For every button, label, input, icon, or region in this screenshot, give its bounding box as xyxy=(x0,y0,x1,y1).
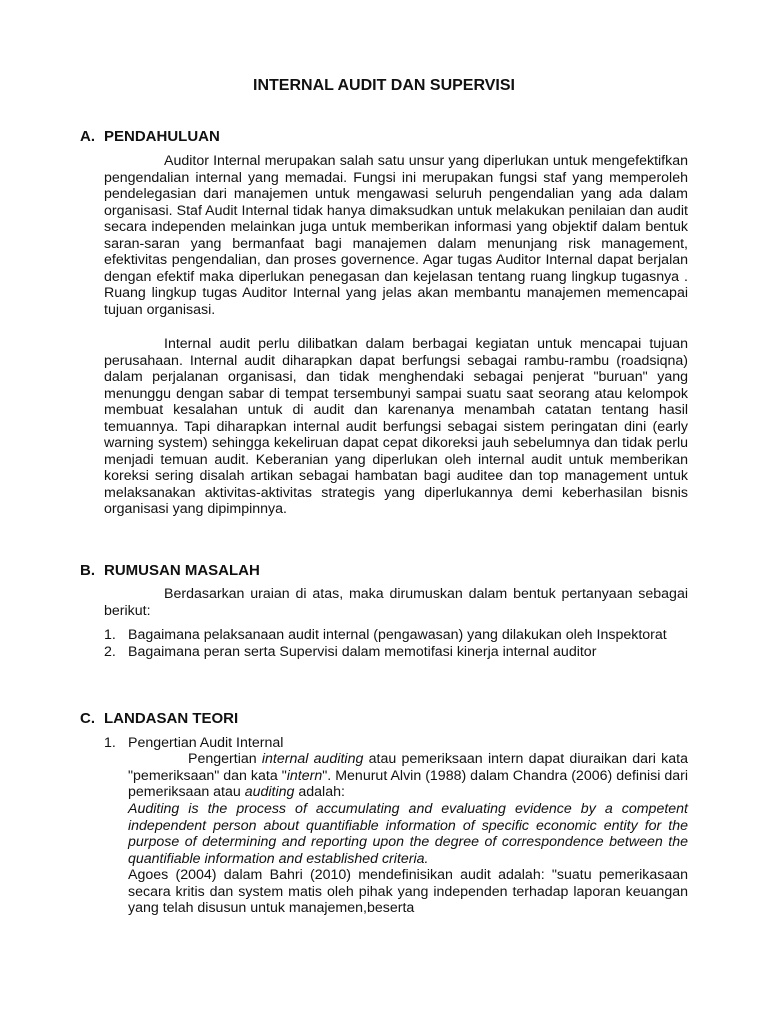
section-b-title: RUMUSAN MASALAH xyxy=(104,562,260,579)
section-a-paragraph-1: Auditor Internal merupakan salah satu unsur yang diperlukan untuk mengefektifkan pengendalian internal yang memadai. Fungsi ini merupakan fungsi staf yang memperoleh pendelegasian dari manajemen untuk mengawasi seluruh pengendalian yang ada dalam organisasi. Staf Audit Internal tidak hanya dimaksudkan untuk melakukan penilaian dan audit secara independen melainkan juga untuk memberikan informasi yang objektif dalam bentuk saran-saran yang bermanfaat bagi manajemen dalam menunjang risk management, efektivitas pengendalian, dan proses governence. Agar tugas Auditor Internal dapat berjalan dengan efektif maka diperlukan penegasan dan kejelasan tentang ruang lingkup tugasnya . Ruang lingkup tugas Auditor Internal yang jelas akan membantu manajemen memencapai tujuan organisasi. xyxy=(104,153,688,318)
list-item xyxy=(104,644,689,661)
definition-quote: Auditing is the process of accumulating and evaluating evidence by a competent independent person about quantifiable information of specific economic entity for the purpose of determining and reporting upon the degree of correspondence between the quantifiable information and established criteria. xyxy=(128,801,688,867)
list-item xyxy=(104,627,689,644)
paragraph-text: atau pemeriksaan intern dapat diuraikan dari kata "pemeriksaan" dan kata " xyxy=(128,751,688,784)
section-a-paragraph-2: Internal audit perlu dilibatkan dalam berbagai kegiatan untuk mencapai tujuan perusahaan. Internal audit diharapkan dapat berfungsi sebagai rambu-rambu (roadsiqna) dalam perjalanan organisasi, dan tidak menghendaki sebagai penjerat "buruan" yang menunggu dengan sabar di tempat tersembunyi sampai suatu saat seorang atau kelompok membuat kesalahan untuk di audit dan karenanya menambah catatan tentang hasil temuannya. Tapi diharapkan internal audit berfungsi sebagai sistem peringatan dini (early warning system) sehingga kekeliruan dapat cepat dikoreksi jauh sebelumnya dan tidak perlu menjadi temuan audit. Keberanian yang diperlukan oleh internal audit untuk memberikan koreksi sering disalah artikan sebagai hambatan bagi auditee dan top management untuk melaksanakan aktivitas-aktivitas strategis yang diperlukannya demi keberhasilan bisnis organisasi yang dipimpinnya. xyxy=(104,336,688,517)
list-item-text: Bagaimana pelaksanaan audit internal (pengawasan) yang dilakukan oleh Inspektorat xyxy=(128,627,667,643)
paragraph-text: Pengertian xyxy=(188,751,262,767)
subsection-1-paragraph-1 xyxy=(128,751,688,801)
paragraph-text: adalah: xyxy=(294,784,345,800)
subsection-1-heading xyxy=(104,735,283,752)
section-b-intro: Berdasarkan uraian di atas, maka dirumuskan dalam bentuk pertanyaan sebagai berikut: xyxy=(104,586,688,619)
subsection-1-number: 1. xyxy=(104,735,116,751)
section-b-heading xyxy=(80,562,260,580)
document-title: INTERNAL AUDIT DAN SUPERVISI xyxy=(253,77,515,94)
italic-term-intern: intern xyxy=(286,767,323,784)
list-item-number: 1. xyxy=(104,627,116,643)
paragraph-text: ". Menurut Alvin (1988) dalam Chandra (2006) definisi dari pemeriksaan atau xyxy=(128,767,688,800)
section-a-title: PENDAHULUAN xyxy=(104,128,220,145)
section-b-number: B. xyxy=(80,562,95,579)
section-a-heading xyxy=(80,128,220,146)
section-c-number: C. xyxy=(80,710,95,727)
section-c-title: LANDASAN TEORI xyxy=(104,710,239,727)
italic-term-internal-auditing: internal auditing xyxy=(261,751,364,767)
list-item-number: 2. xyxy=(104,643,116,660)
section-b-list xyxy=(104,627,689,660)
subsection-1-paragraph-2: Agoes (2004) dalam Bahri (2010) mendefinisikan audit adalah: "suatu pemerikasaan secara kritis dan system matis oleh pihak yang independen terhadap laporan keuangan yang telah disusun untuk manajemen,beserta xyxy=(128,867,688,916)
list-item-text: Bagaimana peran serta Supervisi dalam memotifasi kinerja internal auditor xyxy=(128,643,597,660)
section-a-number: A. xyxy=(80,128,95,145)
subsection-1-title: Pengertian Audit Internal xyxy=(128,735,284,751)
section-c-heading xyxy=(80,710,238,728)
italic-term-auditing: auditing xyxy=(244,784,295,800)
